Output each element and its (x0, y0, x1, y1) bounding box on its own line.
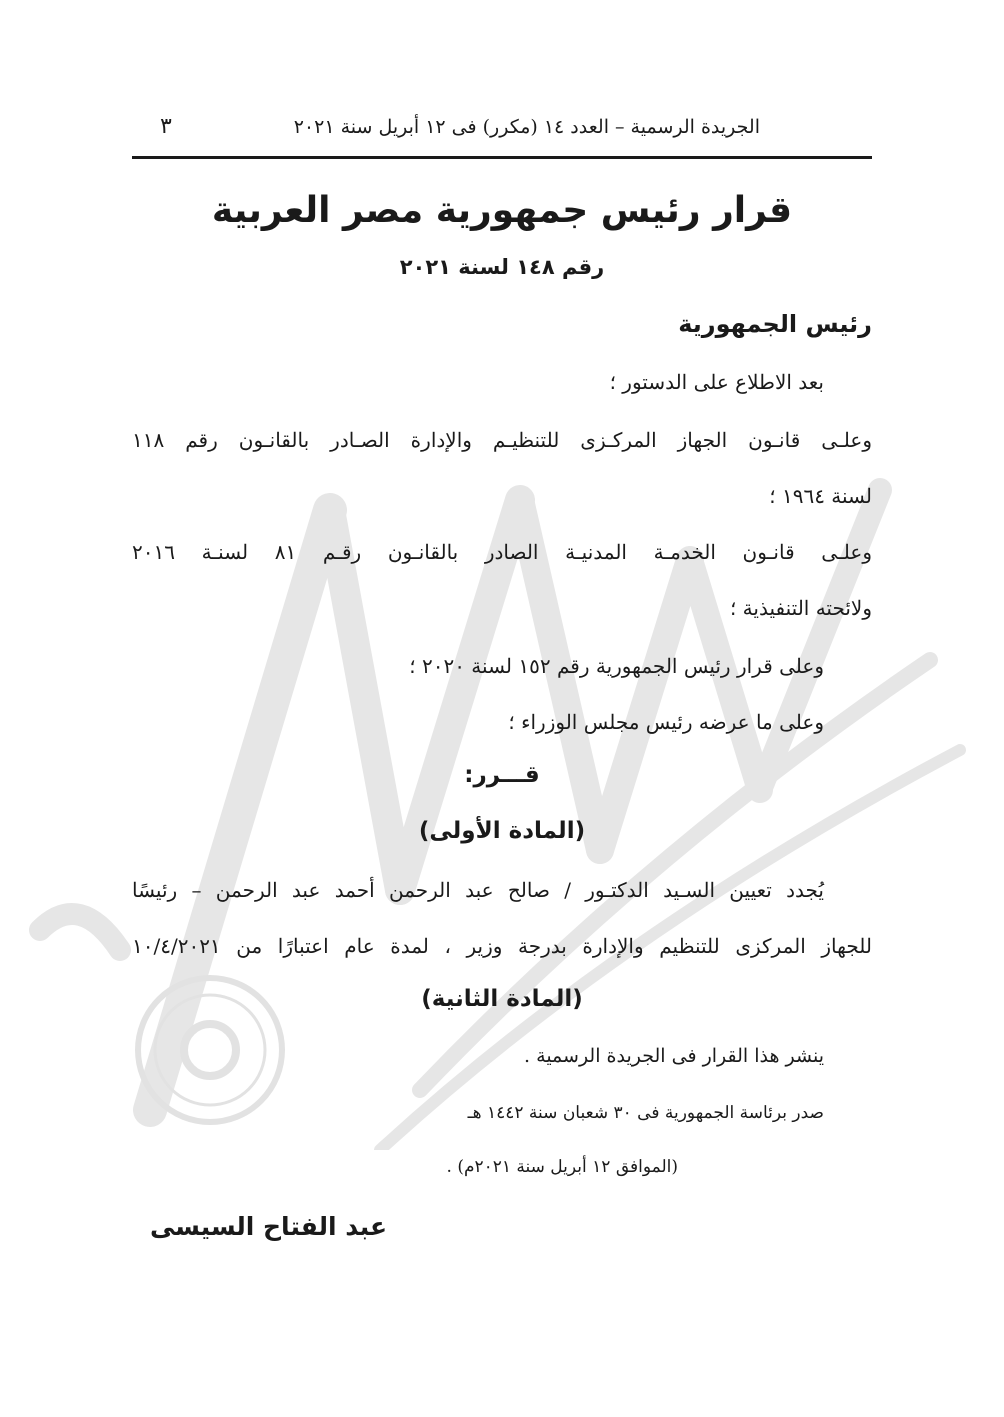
preamble-line: وعلى قرار رئيس الجمهورية رقم ١٥٢ لسنة ٢٠٢٠ ؛ (409, 654, 824, 678)
signature-name: عبد الفتاح السيسى (150, 1212, 388, 1241)
header-divider (132, 156, 872, 159)
article-1-title: (المادة الأولى) (418, 818, 586, 844)
page-number: ٣ (160, 114, 172, 139)
preamble-line: لسنة ١٩٦٤ ؛ (769, 484, 872, 508)
preamble-line: وعلـى قانـون الخدمـة المدنيـة الصادر بالقانـون رقـم ٨١ لسنـة ٢٠١٦ (132, 540, 872, 564)
preamble-line: بعد الاطلاع على الدستور ؛ (609, 370, 824, 394)
decided-heading: قـــرر: (464, 762, 540, 788)
article-2-text: ينشر هذا القرار فى الجريدة الرسمية . (524, 1045, 824, 1067)
preamble-line: ولائحته التنفيذية ؛ (729, 596, 872, 620)
watermark-graphic (0, 330, 1004, 1150)
preamble-line: وعلـى قانـون الجهاز المركـزى للتنظيـم والإدارة الصـادر بالقانـون رقم ١١٨ (132, 428, 872, 452)
issue-date-hijri: صدر برئاسة الجمهورية فى ٣٠ شعبان سنة ١٤٤٢ هـ (467, 1103, 824, 1123)
issue-date-gregorian: (الموافق ١٢ أبريل سنة ٢٠٢١م) . (446, 1157, 678, 1177)
page-header (132, 112, 872, 152)
decree-title: قرار رئيس جمهورية مصر العربية (211, 190, 793, 231)
gazette-issue-title: الجريدة الرسمية – العدد ١٤ (مكرر) فى ١٢ أبريل سنة ٢٠٢١ (293, 116, 760, 138)
article-1-text: للجهاز المركزى للتنظيم والإدارة بدرجة وزير ، لمدة عام اعتبارًا من ١٠/٤/٢٠٢١ (132, 934, 872, 958)
president-heading: رئيس الجمهورية (678, 310, 872, 338)
article-1-text: يُجدد تعيين السـيد الدكتـور / صالح عبد الرحمن أحمد عبد الرحمن – رئيسًا (132, 878, 824, 902)
decree-number: رقم ١٤٨ لسنة ٢٠٢١ (399, 255, 605, 279)
preamble-line: وعلى ما عرضه رئيس مجلس الوزراء ؛ (508, 710, 824, 734)
article-2-title: (المادة الثانية) (421, 986, 583, 1012)
